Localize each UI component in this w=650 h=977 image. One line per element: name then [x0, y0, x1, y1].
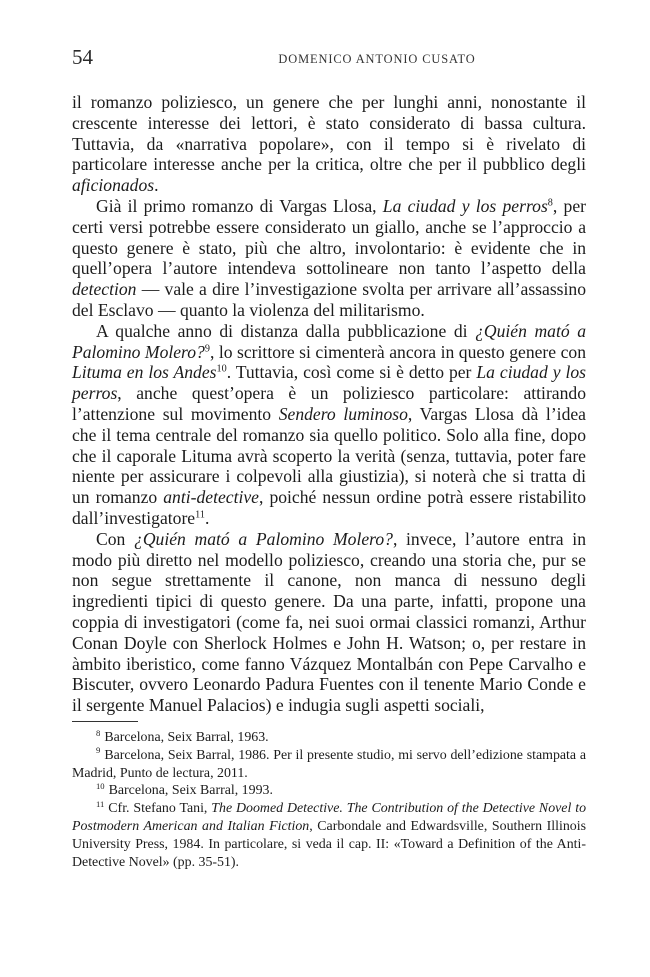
body-text — [72, 92, 586, 716]
italic-run: Sendero luminoso — [278, 403, 408, 424]
footnote-number: 11 — [96, 798, 105, 809]
page-header — [72, 45, 586, 75]
paragraph-2 — [72, 196, 586, 321]
footnote-text: Barcelona, Seix Barral, 1963. — [104, 730, 269, 745]
running-head: DOMENICO ANTONIO CUSATO — [278, 52, 476, 66]
italic-run: ¿Quién mató a Palomino Molero? — [134, 528, 393, 549]
text-run: Già il primo romanzo di Vargas Llosa, — [96, 195, 383, 216]
text-run: . — [154, 175, 159, 196]
text-run: , per certi versi potrebbe essere considerato un giallo, anche se l’approccio a questo genere è stato, più che altro, involontario: è evidente che in quell’opera l’autore intendeva sottolineare non tanto l’aspetto della — [72, 195, 586, 279]
text-run: , invece, l’autore entra in modo più diretto nel modello poliziesco, creando una storia che, pur se non segue strettamente il canone, non manca di nessuno degli ingredienti tipici di questo genere. Da una parte, infatti, propone una coppia di investigatori (come fa, nei suoi ormai classici romanzi, Arthur Conan Doyle con Sherlock Holmes e John H. Watson; o, per restare in àmbito iberistico, come fanno Vázquez Montalbán con Pepe Carvalho e Biscuter, ovvero Leonardo Padura Fuentes con il tenente Mario Conde e il sergente Manuel Palacios) e indugia sugli aspetti sociali, — [72, 528, 586, 716]
footnote-11 — [72, 800, 586, 871]
footnote-text: Cfr. Stefano Tani, — [108, 801, 212, 817]
footnote-text: Barcelona, Seix Barral, 1986. Per il presente studio, mi servo dell’edizione stampata a Madrid, Punto de lectura, 2011. — [72, 747, 586, 781]
footnote-ref-11[interactable]: 11 — [195, 509, 205, 521]
italic-run: La ciudad y los perros — [382, 195, 548, 216]
italic-run: anti-detective — [163, 487, 259, 508]
paragraph-4 — [72, 529, 586, 716]
footnote-divider — [72, 721, 138, 722]
footnote-ref-9[interactable]: 9 — [204, 343, 210, 355]
text-run: . — [204, 507, 210, 528]
footnote-number: 10 — [96, 781, 105, 792]
italic-run: detection — [72, 279, 137, 300]
text-run: , poiché nessun ordine potrà essere ristabilito dall’investigatore — [72, 487, 586, 528]
italic-run: La ciudad y los perros — [72, 362, 586, 404]
text-run: il romanzo poliziesco, un genere che per lunghi anni, nonostante il crescente interesse dei lettori, è stato considerato di bassa cultura. Tuttavia, da «narrativa popolare», con il tempo si è rivelato di particolare interesse anche per la critica, oltre che per il pubblico degli — [72, 92, 586, 175]
italic-run: The Doomed Detective. The Contribution of the Detective Novel to Postmodern American and Italian Fiction — [72, 801, 587, 834]
footnote-8 — [72, 729, 586, 747]
page-number: 54 — [72, 45, 93, 69]
footnote-number: 8 — [96, 727, 101, 738]
footnotes — [72, 729, 586, 871]
italic-run: aficionados — [72, 175, 155, 196]
text-run: , lo scrittore si cimenterà ancora in questo genere con — [209, 341, 586, 362]
footnote-ref-10[interactable]: 10 — [216, 364, 227, 376]
text-run: Con — [96, 528, 135, 549]
footnote-number: 9 — [96, 745, 101, 756]
italic-run: ¿Quién mató a Palomino Molero? — [72, 320, 586, 362]
italic-run: Lituma en los Andes — [72, 362, 217, 383]
text-run: — vale a dire l’investigazione svolta per arrivare all’assassino del Esclavo — quanto la violenza del militarismo. — [72, 279, 586, 320]
paragraph-1 — [72, 92, 586, 196]
footnote-10 — [72, 782, 586, 800]
text-run: A qualche anno di distanza dalla pubblicazione di — [96, 320, 476, 341]
footnote-text: Barcelona, Seix Barral, 1993. — [108, 783, 273, 799]
footnote-9 — [72, 747, 586, 783]
footnote-ref-8[interactable]: 8 — [547, 197, 553, 209]
text-run: , anche quest’opera è un poliziesco particolare: attirando l’attenzione sul movimento — [72, 383, 586, 424]
paragraph-3 — [72, 321, 586, 529]
text-run: . Tuttavia, così come si è detto per — [226, 362, 477, 383]
text-run: , Vargas Llosa dà l’idea che il tema centrale del romanzo sia quello politico. Solo alla fine, dopo che il caporale Lituma avrà scoperto la verità (senza, tuttavia, poter fare niente per assicurare i colpevoli alla giustizia), si noterà che si tratta di un romanzo — [72, 403, 586, 508]
footnote-text: , Carbondale and Edwardsville, Southern Illinois University Press, 1984. In particolare, si veda il cap. II: «Toward a Definition of the Anti-Detective Novel» (pp. 35-51). — [72, 818, 586, 870]
